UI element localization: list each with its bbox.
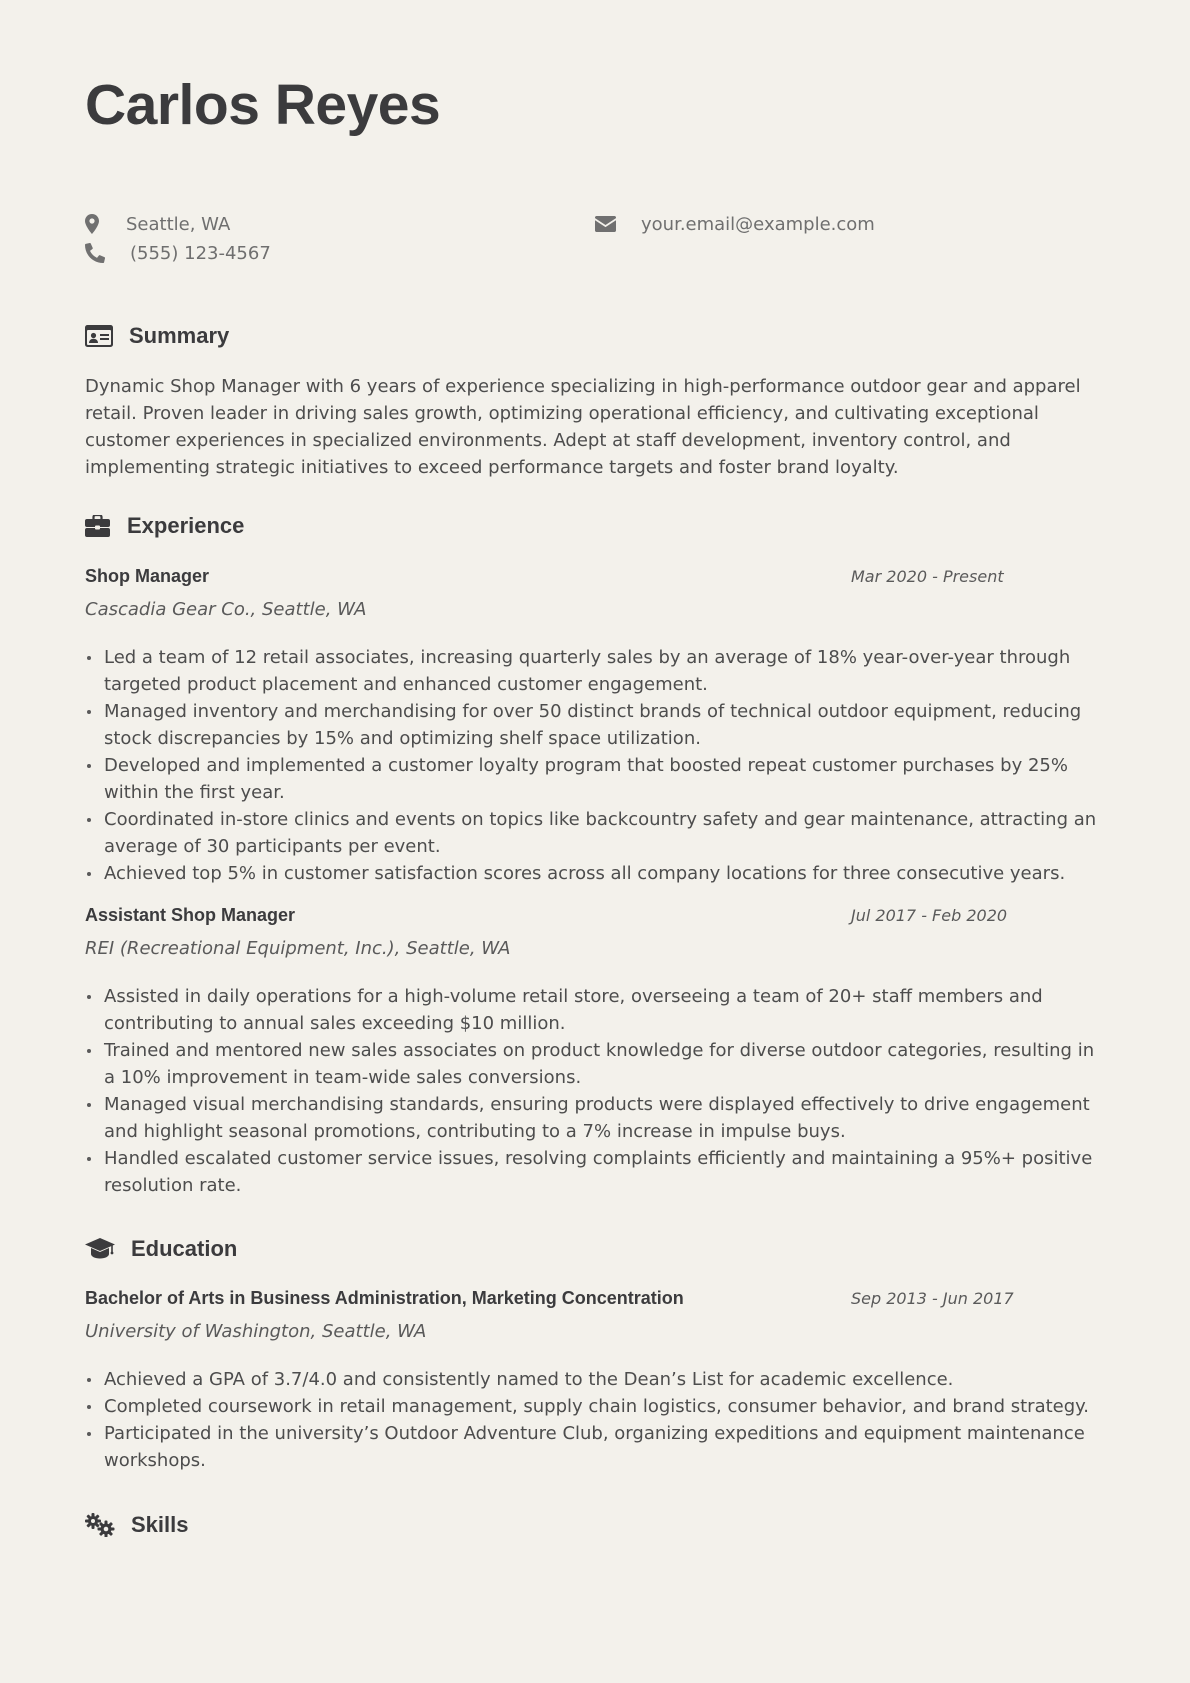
- degree-title: Bachelor of Arts in Business Administration, Marketing Concentration: [85, 1288, 684, 1308]
- list-item: Achieved a GPA of 3.7/4.0 and consistently named to the Dean’s List for academic excellence.: [85, 1366, 1110, 1393]
- education-heading: [85, 1233, 237, 1265]
- contact-phone: [85, 240, 271, 266]
- list-item: Trained and mentored new sales associates on product knowledge for diverse outdoor categories, resulting in a 10% improvement in team-wide sales conversions.: [85, 1037, 1110, 1091]
- job-company: REI (Recreational Equipment, Inc.), Seattle, WA: [85, 938, 511, 959]
- email-text[interactable]: your.email@example.com: [641, 213, 875, 235]
- list-item: Coordinated in-store clinics and events on topics like backcountry safety and gear maintenance, attracting an average of 30 participants per event.: [85, 806, 1110, 860]
- experience-heading: [85, 510, 244, 542]
- job-bullet-list: [85, 644, 1110, 887]
- contact-email: [595, 211, 875, 237]
- education-bullet-list: [85, 1366, 1110, 1474]
- list-item: Achieved top 5% in customer satisfaction scores across all company locations for three consecutive years.: [85, 860, 1110, 887]
- summary-heading: [85, 320, 229, 352]
- job-bullet-list: [85, 983, 1110, 1199]
- job-dates: Jul 2017 - Feb 2020: [851, 906, 1008, 925]
- list-item: Managed inventory and merchandising for over 50 distinct brands of technical outdoor equipment, reducing stock discrepancies by 15% and optimizing shelf space utilization.: [85, 698, 1110, 752]
- list-item: Managed visual merchandising standards, ensuring products were displayed effectively to drive engagement and highlight seasonal promotions, contributing to a 7% increase in impulse buys.: [85, 1091, 1110, 1145]
- contact-location: [85, 211, 230, 237]
- list-item: Assisted in daily operations for a high-volume retail store, overseeing a team of 20+ staff members and contributing to annual sales exceeding $10 million.: [85, 983, 1110, 1037]
- job-title: Assistant Shop Manager: [85, 905, 296, 925]
- education-title: Education: [131, 1236, 238, 1261]
- job-title: Shop Manager: [85, 566, 210, 586]
- resume-page: [85, 0, 1105, 1683]
- map-marker-icon: [85, 213, 107, 235]
- skills-title: Skills: [131, 1512, 189, 1537]
- phone-icon: [85, 242, 107, 264]
- phone-text: (555) 123-4567: [130, 242, 271, 264]
- job-dates: Mar 2020 - Present: [851, 567, 1004, 586]
- summary-title: Summary: [129, 323, 230, 348]
- list-item: Participated in the university’s Outdoor Adventure Club, organizing expeditions and equipment maintenance workshops.: [85, 1420, 1110, 1474]
- job-company: Cascadia Gear Co., Seattle, WA: [85, 599, 367, 620]
- briefcase-icon: [85, 515, 115, 537]
- skills-heading: [85, 1509, 188, 1541]
- summary-text: Dynamic Shop Manager with 6 years of experience specializing in high-performance outdoor gear and apparel retail. Proven leader in driving sales growth, optimizing operational efficiency, and cultivating exceptional customer experiences in specialized environments. Adept at staff development, inventory control, and implementing strategic initiatives to exceed performance targets and foster brand loyalty.: [85, 376, 1081, 478]
- list-item: Handled escalated customer service issues, resolving complaints efficiently and maintaining a 95%+ positive resolution rate.: [85, 1145, 1110, 1199]
- envelope-icon: [595, 213, 617, 235]
- education-dates: Sep 2013 - Jun 2017: [851, 1289, 1014, 1308]
- gears-icon: [85, 1513, 115, 1537]
- graduation-cap-icon: [85, 1238, 115, 1260]
- candidate-name: Carlos Reyes: [85, 73, 441, 137]
- list-item: Developed and implemented a customer loyalty program that boosted repeat customer purchases by 25% within the first year.: [85, 752, 1110, 806]
- experience-title: Experience: [127, 513, 245, 538]
- location-text: Seattle, WA: [126, 213, 231, 235]
- list-item: Completed coursework in retail management, supply chain logistics, consumer behavior, and brand strategy.: [85, 1393, 1110, 1420]
- school-name: University of Washington, Seattle, WA: [85, 1321, 427, 1342]
- list-item: Led a team of 12 retail associates, increasing quarterly sales by an average of 18% year-over-year through targeted product placement and enhanced customer engagement.: [85, 644, 1110, 698]
- id-card-icon: [85, 325, 115, 347]
